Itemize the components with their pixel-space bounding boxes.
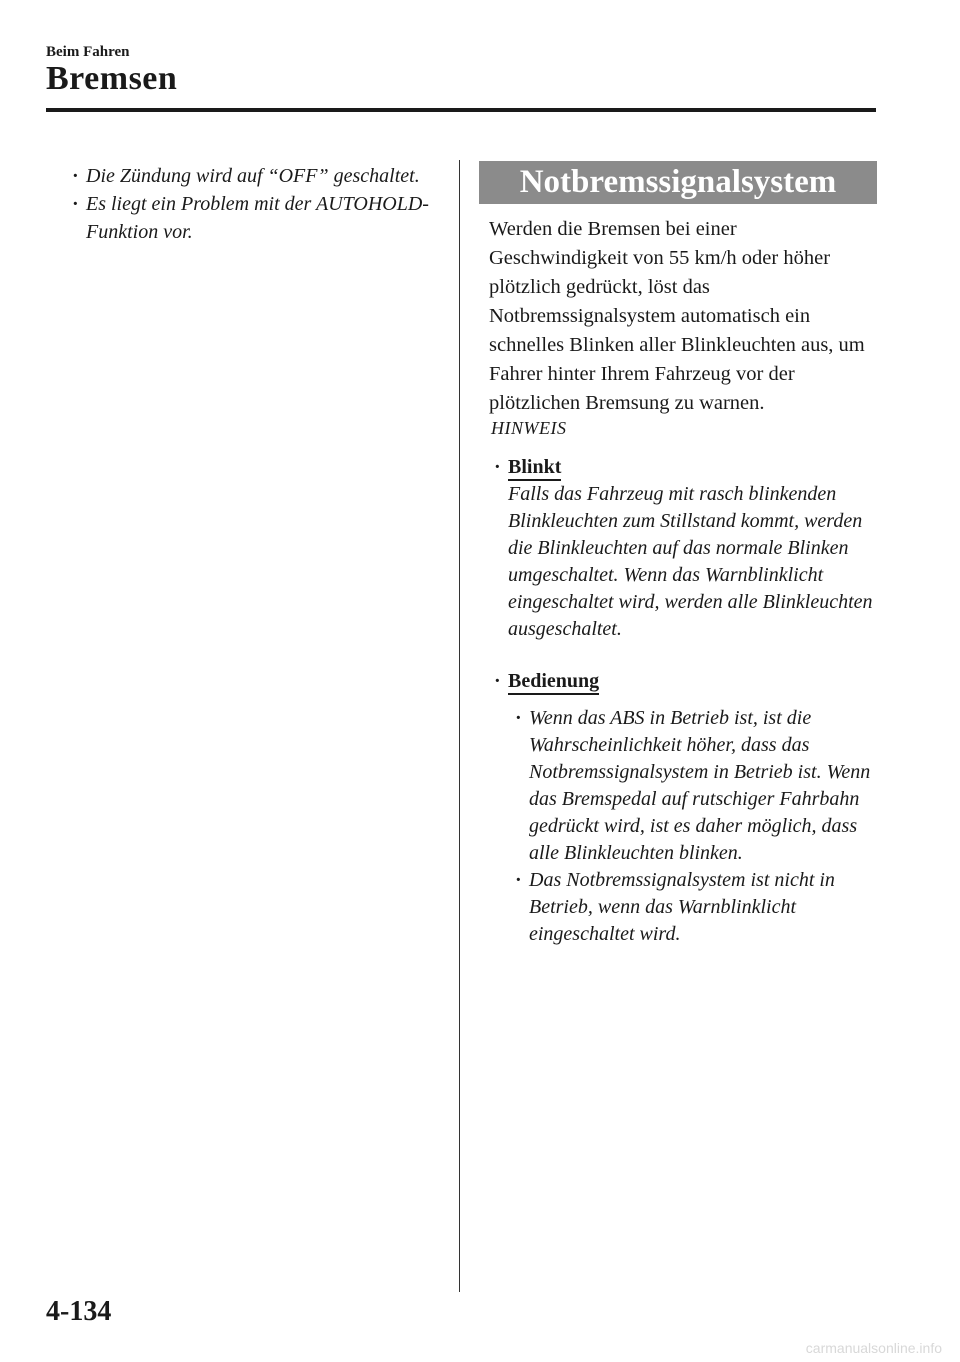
section-title: Notbremssignalsystem — [479, 161, 877, 204]
note-bedienung — [494, 667, 879, 695]
section-label: Beim Fahren — [46, 44, 130, 60]
note-text: Falls das Fahrzeug mit rasch blinkenden Blinkleuchten zum Stillstand kommt, werden die Blinkleuchten auf das normale Blinken umgeschaltet. Wenn das Warnblinklicht eingeschaltet wird, werden alle Blinkleuchten ausgeschaltet. — [508, 483, 873, 640]
watermark: carmanualsonline.info — [805, 1340, 942, 1356]
left-column — [72, 162, 442, 246]
column-divider — [459, 160, 460, 1292]
note-heading: · Blinkt — [494, 453, 879, 481]
nested-list — [515, 705, 880, 948]
list-item: · Das Notbremssignalsystem ist nicht in Betrieb, wenn das Warnblinklicht eingeschaltet wird. — [515, 867, 880, 948]
list-item: · Wenn das ABS in Betrieb ist, ist die Wahrscheinlichkeit höher, dass das Notbremssignalsystem in Betrieb ist. Wenn das Bremspedal auf rutschiger Fahrbahn gedrückt wird, ist es daher möglich, dass alle Blinkleuchten blinken. — [515, 705, 880, 867]
note-label: HINWEIS — [491, 418, 567, 438]
list-item: · Die Zündung wird auf “OFF” geschaltet. — [72, 162, 442, 190]
page-title: Bremsen — [46, 60, 178, 97]
note-heading: · Bedienung — [494, 667, 879, 695]
intro-paragraph: Werden die Bremsen bei einer Geschwindigkeit von 55 km/h oder höher plötzlich gedrückt, löst das Notbremssignalsystem automatisch ein schnelles Blinken aller Blinkleuchten aus, um Fahrer hinter Ihrem Fahrzeug vor der plötzlichen Bremsung zu warnen. — [489, 218, 865, 414]
note-blinkt — [494, 453, 879, 643]
page-number: 4-134 — [46, 1296, 112, 1327]
list-item: · Es liegt ein Problem mit der AUTOHOLD-Funktion vor. — [72, 190, 442, 246]
header-rule — [46, 108, 876, 112]
